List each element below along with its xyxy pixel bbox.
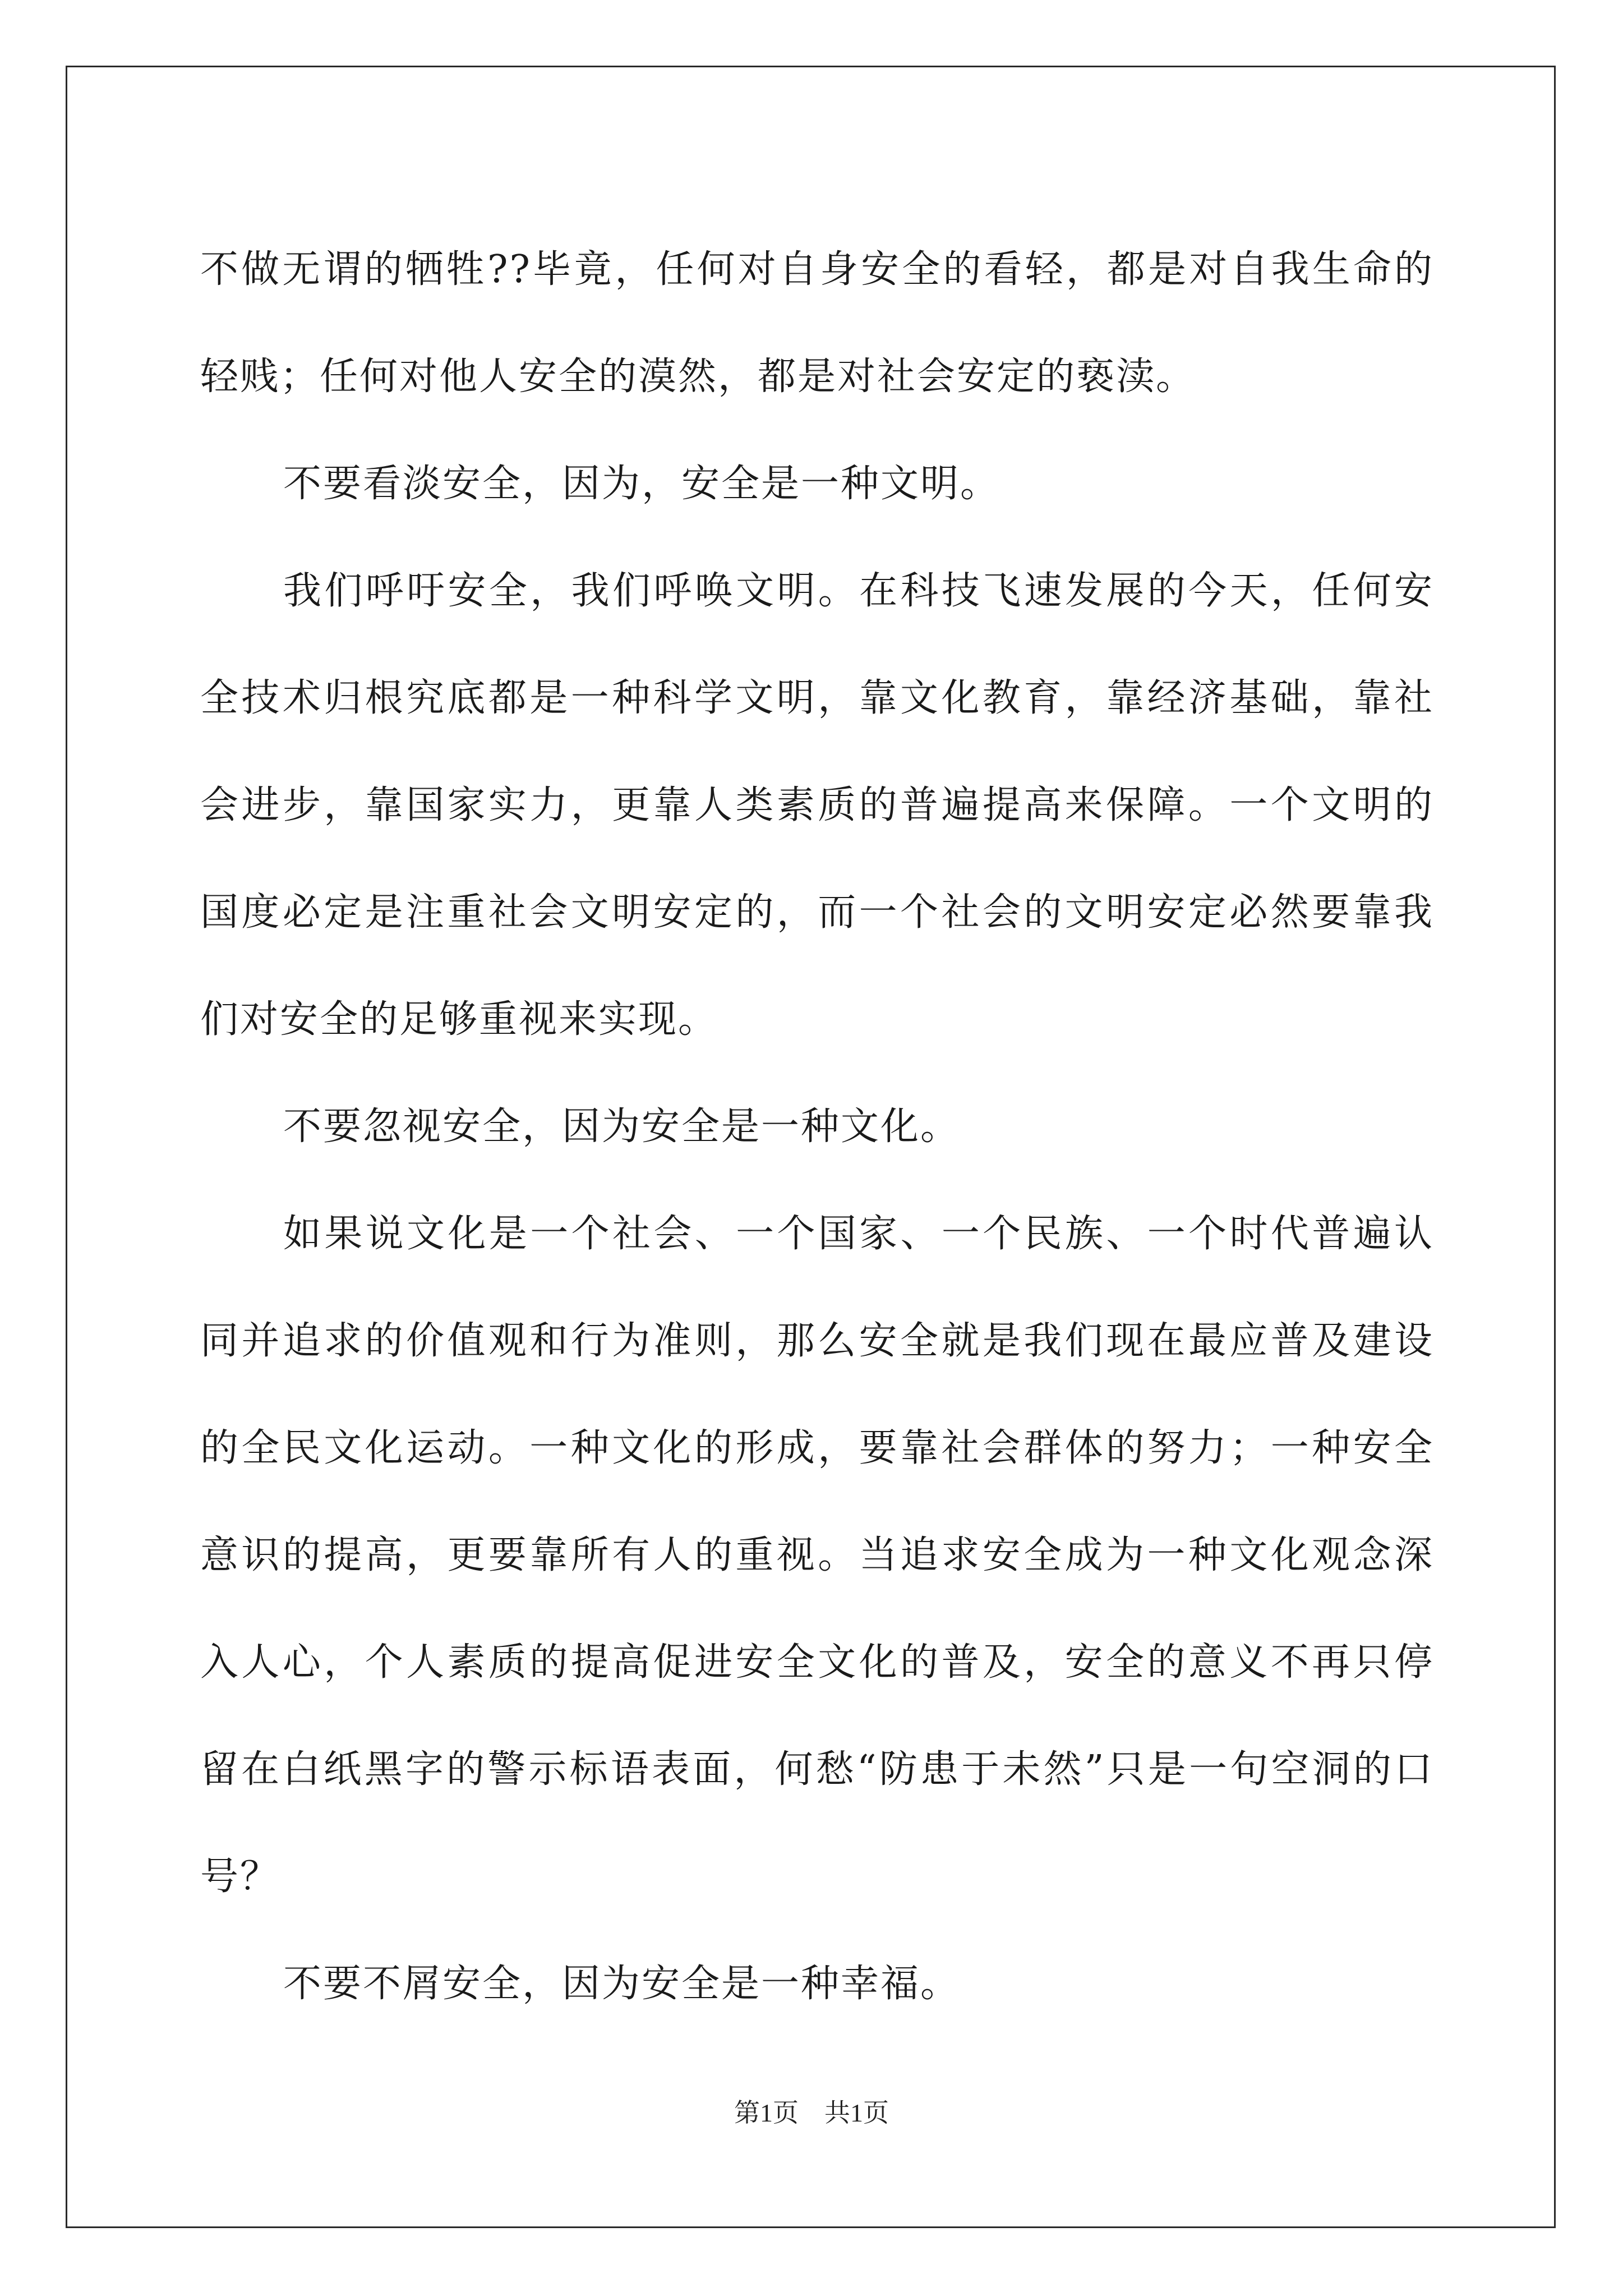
paragraph-civilization: 我们呼吁安全，我们呼唤文明。在科技飞速发展的今天，任何安全技术归根究底都是一种科学文明，靠文化教育，靠经济基础，靠社会进步，靠国家实力，更靠人类素质的普遍提高来保障。一个文明的国度必定是注重社会文明安定的，而一个社会的文明安定必然要靠我们对安全的足够重视来实现。 (200, 569, 1434, 1042)
document-body (200, 216, 1434, 2037)
page-number-footer: 第1页 共1页 (734, 2099, 889, 2127)
paragraph-culture: 如果说文化是一个社会、一个国家、一个民族、一个时代普遍认同并追求的价值观和行为准则，那么安全就是我们现在最应普及建设的全民文化运动。一种文化的形成，要靠社会群体的努力；一种安全意识的提高，更要靠所有人的重视。当追求安全成为一种文化观念深入人心，个人素质的提高促进安全文化的普及，安全的意义不再只停留在白纸黑字的警示标语表面，何愁“防患于未然”只是一句空洞的口号？ (200, 1212, 1434, 1899)
paragraph-heading-happiness: 不要不屑安全，因为安全是一种幸福。 (283, 1962, 961, 2006)
paragraph-continuation: 不做无谓的牺牲??毕竟，任何对自身安全的看轻，都是对自我生命的轻贱；任何对他人安全的漠然，都是对社会安定的亵渎。 (200, 247, 1434, 399)
paragraph-heading-civilization: 不要看淡安全，因为，安全是一种文明。 (283, 462, 1000, 506)
paragraph-heading-culture: 不要忽视安全，因为安全是一种文化。 (283, 1105, 961, 1149)
